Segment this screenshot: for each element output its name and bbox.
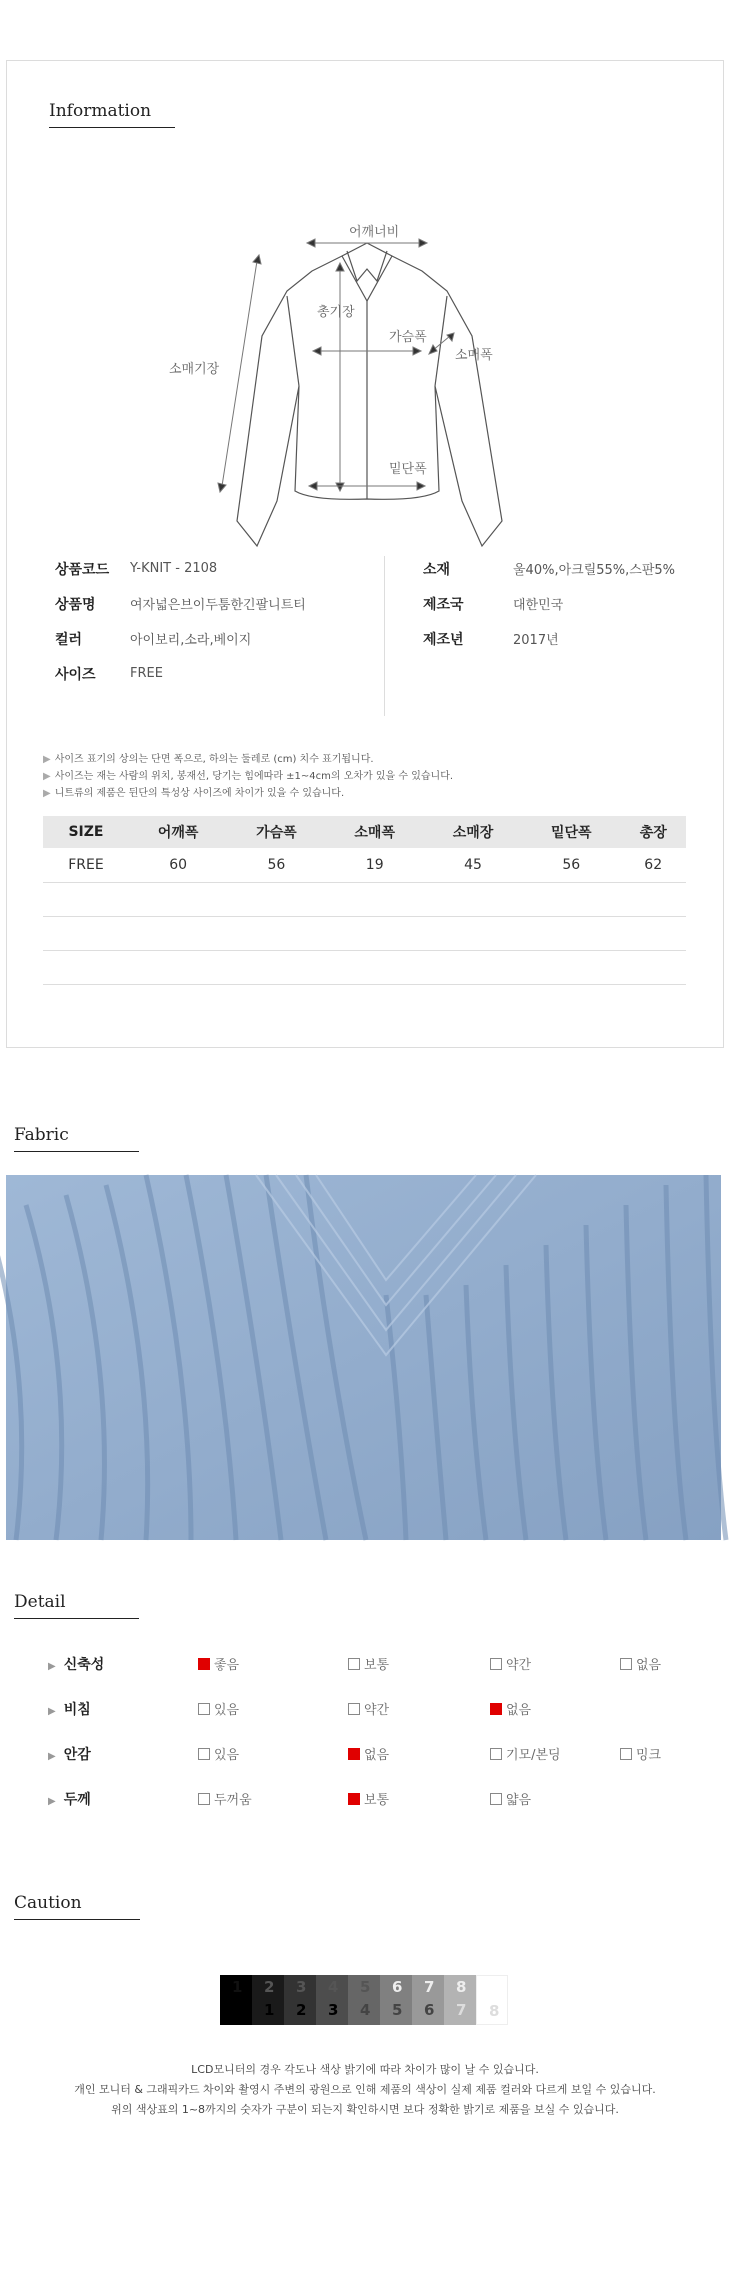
label-sleeve-length: 소매기장	[169, 362, 220, 377]
detail-label-text: 신축성	[63, 1657, 105, 1673]
triangle-icon: ▶	[43, 788, 51, 799]
swatch-top-number: 5	[360, 1978, 371, 1996]
swatch-bottom-number: 8	[489, 2002, 500, 2020]
table-header: 총장	[620, 816, 686, 848]
spec-row	[55, 621, 306, 656]
gray-swatch	[316, 1975, 348, 2025]
table-cell: 45	[424, 848, 522, 882]
checked-box-icon	[198, 1658, 210, 1670]
triangle-icon: ▶	[43, 754, 51, 765]
swatch-top-number: 2	[264, 1978, 275, 1996]
spec-value: 2017년	[513, 633, 559, 648]
table-cell: 56	[522, 848, 620, 882]
detail-row-sheer	[48, 1693, 688, 1738]
caution-title: Caution	[14, 1893, 140, 1920]
gray-swatch	[380, 1975, 412, 2025]
spec-value: FREE	[130, 666, 163, 681]
triangle-icon: ▶	[48, 1796, 56, 1807]
size-table	[43, 816, 686, 985]
detail-option-text: 두꺼움	[214, 1793, 252, 1808]
fabric-title: Fabric	[14, 1125, 139, 1152]
checkbox-icon	[348, 1658, 360, 1670]
label-length: 총기장	[317, 305, 355, 320]
swatch-top-number: 3	[296, 1978, 307, 1996]
detail-label	[48, 1789, 91, 1809]
information-box	[6, 60, 724, 1048]
checkbox-icon	[490, 1748, 502, 1760]
detail-option	[348, 1744, 389, 1763]
triangle-icon: ▶	[48, 1706, 56, 1717]
detail-option	[198, 1699, 239, 1718]
note-text: 사이즈는 재는 사람의 위치, 봉재선, 당기는 힘에따라 ±1~4cm의 오차가 있을 수 있습니다.	[54, 771, 454, 782]
table-cell: FREE	[43, 848, 129, 882]
note-line	[43, 785, 453, 802]
detail-option-text: 보통	[364, 1793, 390, 1808]
spec-key: 사이즈	[55, 666, 96, 683]
fabric-rib-texture	[6, 1175, 721, 1540]
swatch-bottom-number: 5	[392, 2001, 403, 2019]
detail-label-text: 비침	[63, 1702, 91, 1718]
detail-label-text: 안감	[63, 1747, 91, 1763]
gray-swatch	[412, 1975, 444, 2025]
label-hem: 밑단폭	[389, 462, 427, 477]
spec-key: 상품코드	[55, 561, 110, 578]
detail-label	[48, 1654, 104, 1674]
detail-label	[48, 1699, 91, 1719]
table-header: 가슴폭	[227, 816, 325, 848]
triangle-icon: ▶	[48, 1661, 56, 1672]
detail-option	[620, 1744, 661, 1763]
swatch-top-number: 4	[328, 1978, 339, 1996]
spec-row	[55, 551, 306, 586]
detail-option-text: 약간	[506, 1658, 532, 1673]
spec-key: 컬러	[55, 631, 83, 648]
gray-swatch	[348, 1975, 380, 2025]
checkbox-icon	[620, 1658, 632, 1670]
label-chest: 가슴폭	[389, 330, 427, 345]
detail-option-text: 있음	[214, 1748, 240, 1763]
detail-option-text: 보통	[364, 1658, 390, 1673]
triangle-icon: ▶	[48, 1751, 56, 1762]
detail-label-text: 두께	[63, 1792, 91, 1808]
detail-option-text: 얇음	[506, 1793, 532, 1808]
information-title: Information	[49, 101, 175, 128]
table-row	[43, 848, 686, 882]
detail-option	[198, 1789, 252, 1808]
spec-value: Y-KNIT - 2108	[130, 561, 218, 576]
spec-row	[423, 621, 675, 656]
checkbox-icon	[620, 1748, 632, 1760]
detail-option-text: 밍크	[636, 1748, 662, 1763]
detail-option	[198, 1654, 239, 1673]
checkbox-icon	[490, 1658, 502, 1670]
table-header: 소매폭	[326, 816, 424, 848]
detail-row-thickness	[48, 1783, 688, 1828]
table-header: 어깨폭	[129, 816, 227, 848]
note-line	[43, 751, 453, 768]
spec-value: 대한민국	[513, 598, 564, 613]
gray-swatch	[444, 1975, 476, 2025]
swatch-bottom-number: 3	[328, 2001, 339, 2019]
spec-value: 울40%,아크릴55%,스판5%	[513, 563, 676, 578]
checked-box-icon	[348, 1748, 360, 1760]
spec-key: 제조년	[423, 631, 464, 648]
caution-line: LCD모니터의 경우 각도나 색상 밝기에 따라 차이가 많이 날 수 있습니다.	[191, 2063, 539, 2076]
caution-line: 개인 모니터 & 그래픽카드 차이와 촬영시 주변의 광원으로 인해 제품의 색상이 실제 제품 컬러와 다르게 보일 수 있습니다.	[74, 2083, 656, 2096]
gray-swatch	[220, 1975, 252, 2025]
table-header-row	[43, 816, 686, 848]
table-empty-row	[43, 916, 686, 950]
label-sleeve-width: 소매폭	[455, 348, 493, 363]
detail-option-text: 없음	[506, 1703, 532, 1718]
spec-key: 제조국	[423, 596, 464, 613]
spec-list-right	[423, 551, 675, 656]
spec-key: 상품명	[55, 596, 96, 613]
table-header: 소매장	[424, 816, 522, 848]
checkbox-icon	[348, 1703, 360, 1715]
swatch-top-number: 1	[232, 1978, 243, 1996]
detail-option-text: 좋음	[214, 1658, 240, 1673]
spec-key: 소재	[423, 561, 451, 578]
note-text: 니트류의 제품은 뒨단의 특성상 사이즈에 차이가 있을 수 있습니다.	[54, 788, 345, 799]
spec-row	[423, 551, 675, 586]
checkbox-icon	[198, 1793, 210, 1805]
detail-option	[490, 1789, 531, 1808]
spec-value: 아이보리,소라,베이지	[130, 633, 252, 648]
checkbox-icon	[198, 1703, 210, 1715]
swatch-top-number: 8	[456, 1978, 467, 1996]
spec-row	[55, 586, 306, 621]
detail-option	[490, 1654, 531, 1673]
table-empty-row	[43, 882, 686, 916]
fabric-image	[6, 1175, 721, 1540]
swatch-top-number: 7	[424, 1978, 435, 1996]
spec-row	[55, 656, 306, 691]
detail-option-text: 없음	[364, 1748, 390, 1763]
table-cell: 60	[129, 848, 227, 882]
spec-value: 여자넓은브이두툼한긴팔니트티	[130, 598, 306, 613]
detail-option	[490, 1744, 561, 1763]
swatch-bottom-number: 7	[456, 2001, 467, 2019]
swatch-bottom-number: 4	[360, 2001, 371, 2019]
checked-box-icon	[348, 1793, 360, 1805]
swatch-bottom-number: 6	[424, 2001, 435, 2019]
checkbox-icon	[198, 1748, 210, 1760]
caution-line: 위의 색상표의 1~8까지의 숫자가 구분이 되는지 확인하시면 보다 정확한 밝기로 제품을 보실 수 있습니다.	[111, 2103, 619, 2116]
detail-option	[620, 1654, 661, 1673]
table-empty-row	[43, 950, 686, 984]
spec-divider	[384, 556, 385, 716]
triangle-icon: ▶	[43, 771, 51, 782]
grayscale-swatch-bar	[220, 1975, 508, 2025]
detail-option-text: 기모/본딩	[506, 1748, 561, 1763]
gray-swatch	[476, 1975, 508, 2025]
detail-option	[490, 1699, 531, 1718]
detail-option-text: 없음	[636, 1658, 662, 1673]
checkbox-icon	[490, 1793, 502, 1805]
swatch-top-number: 6	[392, 1978, 403, 1996]
detail-row-lining	[48, 1738, 688, 1783]
table-header: 밑단폭	[522, 816, 620, 848]
detail-grid	[48, 1648, 688, 1828]
checked-box-icon	[490, 1703, 502, 1715]
size-diagram	[169, 161, 537, 561]
gray-swatch	[284, 1975, 316, 2025]
spec-row	[423, 586, 675, 621]
swatch-bottom-number: 2	[296, 2001, 307, 2019]
detail-row-stretch	[48, 1648, 688, 1693]
table-cell: 19	[326, 848, 424, 882]
table-cell: 62	[620, 848, 686, 882]
gray-swatch	[252, 1975, 284, 2025]
detail-label	[48, 1744, 91, 1764]
table-header: SIZE	[43, 816, 129, 848]
label-shoulder: 어깨너비	[349, 225, 400, 240]
detail-title: Detail	[14, 1592, 139, 1619]
detail-option	[348, 1789, 389, 1808]
note-text: 사이즈 표기의 상의는 단면 폭으로, 하의는 둘레로 (cm) 치수 표기됩니다.	[54, 754, 374, 765]
detail-option	[348, 1699, 389, 1718]
detail-option-text: 약간	[364, 1703, 390, 1718]
size-notes	[43, 751, 453, 802]
detail-option	[198, 1744, 239, 1763]
swatch-bottom-number: 1	[264, 2001, 275, 2019]
caution-text	[0, 2060, 730, 2120]
table-cell: 56	[227, 848, 325, 882]
detail-option	[348, 1654, 389, 1673]
spec-list-left	[55, 551, 306, 691]
detail-option-text: 있음	[214, 1703, 240, 1718]
note-line	[43, 768, 453, 785]
